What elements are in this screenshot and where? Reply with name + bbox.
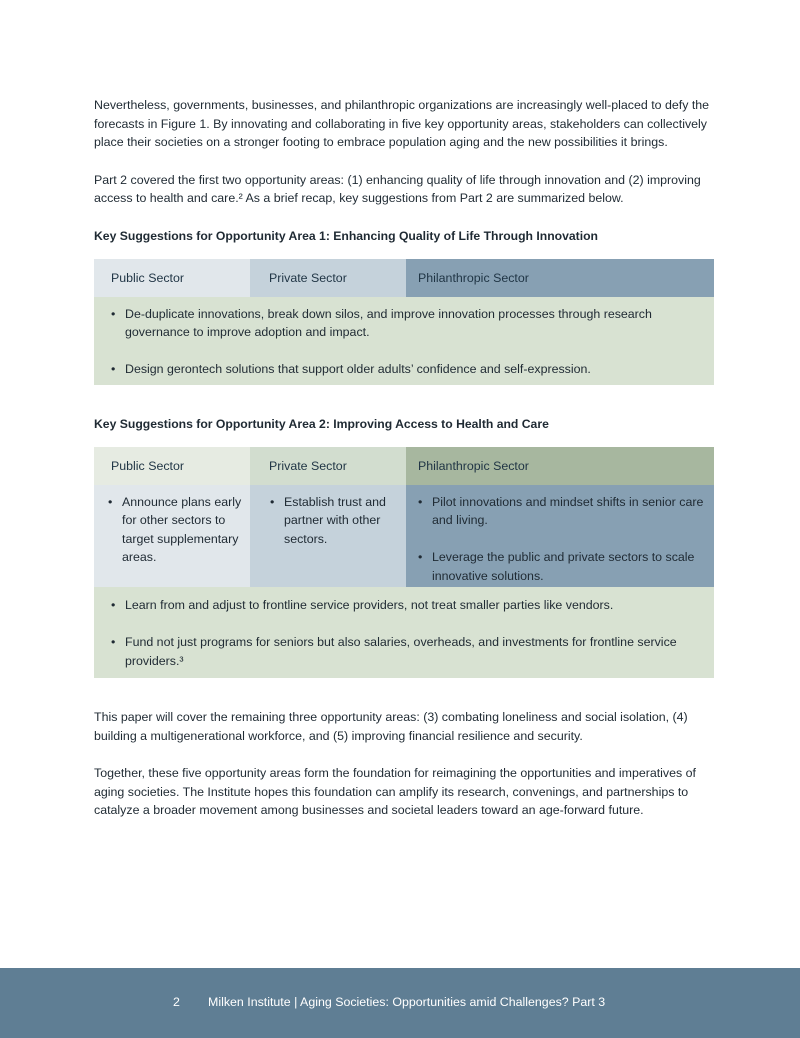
table2-header-public: Public Sector (94, 447, 250, 485)
page-number: 2 (173, 995, 180, 1009)
opportunity-area-2-table (94, 447, 714, 679)
table1-header-row (94, 259, 714, 297)
table2-header-row (94, 447, 714, 485)
page-footer (0, 968, 800, 1038)
opportunity-area-1-table (94, 259, 714, 385)
outro-paragraph-2: Together, these five opportunity areas form the foundation for reimagining the opportunities and imperatives of aging societies. The Institute hopes this foundation can amplify its research, convenings, and partnerships to catalyze a broader movement among businesses and societal leaders toward an age-forward future. (94, 766, 696, 817)
page-content (94, 96, 714, 839)
table2-sector-row (94, 485, 714, 588)
table2-shared-suggestions (94, 587, 714, 678)
list-item: • De-duplicate innovations, break down silos, and improve innovation processes through research governance to improve adoption and impact. (111, 305, 690, 342)
table2-private-cell (250, 485, 406, 588)
list-item: • Announce plans early for other sectors to target supplementary areas. (108, 493, 246, 567)
table1-header-public: Public Sector (94, 259, 250, 297)
footer-title: Milken Institute | Aging Societies: Opportunities amid Challenges? Part 3 (208, 995, 606, 1009)
table2-header-philanthropic: Philanthropic Sector (406, 447, 714, 485)
table2-title: Key Suggestions for Opportunity Area 2: Improving Access to Health and Care (94, 416, 549, 431)
list-item: • Leverage the public and private sectors to scale innovative solutions. (418, 548, 708, 585)
table2-philanthropic-cell (406, 485, 714, 588)
list-item: • Learn from and adjust to frontline service providers, not treat smaller parties like vendors. (111, 596, 690, 615)
list-item: • Fund not just programs for seniors but also salaries, overheads, and investments for frontline service providers.³ (111, 633, 690, 670)
list-item: • Design gerontech solutions that support older adults’ confidence and self-expression. (111, 360, 690, 379)
list-item: • Establish trust and partner with other sectors. (270, 493, 400, 549)
outro-paragraph-1: This paper will cover the remaining three opportunity areas: (3) combating loneliness and social isolation, (4) building a multigenerational workforce, and (5) improving financial resilience and security. (94, 710, 688, 743)
table1-header-philanthropic: Philanthropic Sector (406, 259, 714, 297)
table2-public-cell (94, 485, 250, 588)
table1-shared-suggestions (94, 297, 714, 385)
table1-title: Key Suggestions for Opportunity Area 1: Enhancing Quality of Life Through Innovation (94, 228, 598, 243)
list-item: • Pilot innovations and mindset shifts in senior care and living. (418, 493, 708, 530)
table2-header-private: Private Sector (250, 447, 406, 485)
intro-paragraph-1: Nevertheless, governments, businesses, and philanthropic organizations are increasingly well-placed to defy the forecasts in Figure 1. By innovating and collaborating in five key opportunity areas, stakeholders can collectively place their societies on a stronger footing to embrace population aging and the new possibilities it brings. (94, 98, 710, 149)
intro-paragraph-2: Part 2 covered the first two opportunity areas: (1) enhancing quality of life through innovation and (2) improving access to health and care.² As a brief recap, key suggestions from Part 2 are summarized below. (94, 172, 701, 205)
table1-header-private: Private Sector (250, 259, 406, 297)
